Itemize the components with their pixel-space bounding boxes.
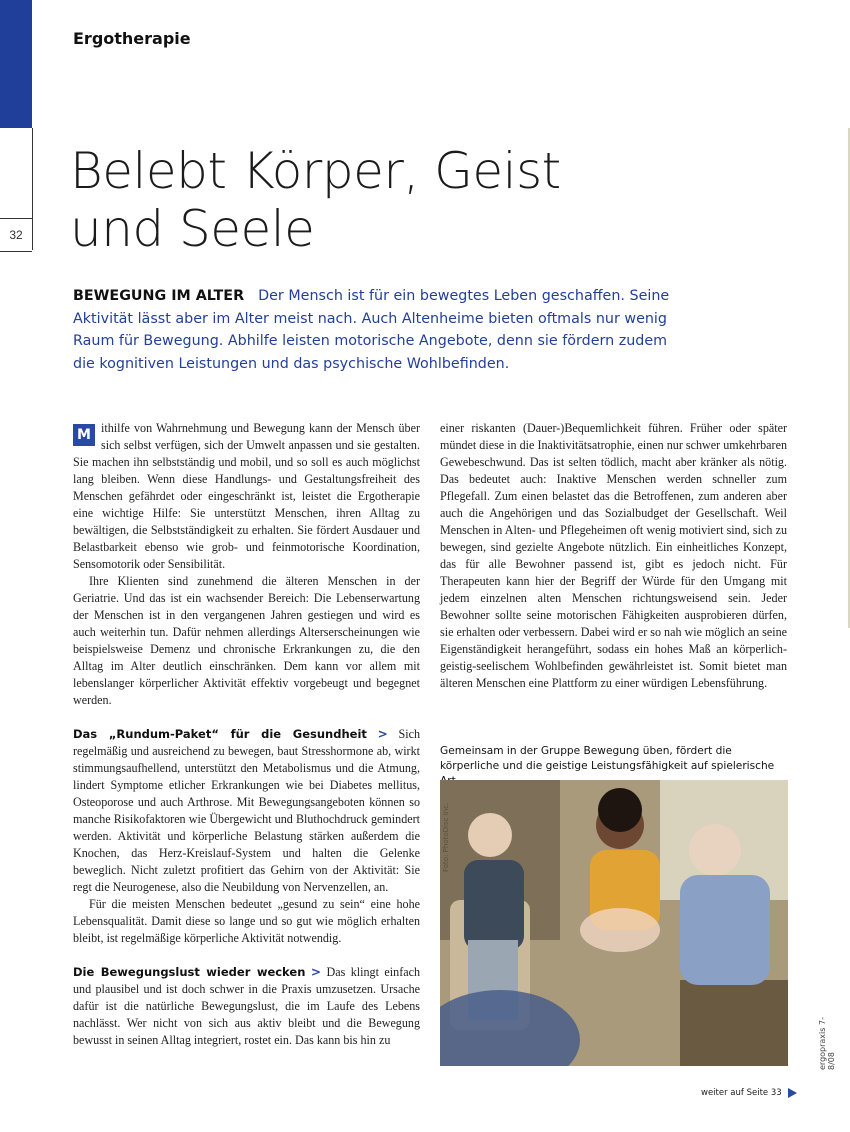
health-package-text: Sich regelmäßig und ausreichend zu bewegen, baut Stresshormone ab, wirkt stimmungsaufhellend, unterstützt den Metabolismus und die Atmung, lindert Symptome etlicher Erkrankungen wie bei Diabetes mellitus, Osteoporose und auch Arthrose. Mit Bewegungsangeboten können so manche Risikofaktoren wie Übergewicht und Bluthochdruck gemindert werden. Aktivität und körperliche Belastung stärken außerdem die Knochen, das Herz-Kreislauf-System und halten die Gelenke beweglich. Nicht zuletzt profitiert das Gehirn von der Aktivität: Sie regt die Neurogenese, also die Neubildung von Nervenzellen, an. — [73, 727, 420, 894]
title-line-2: und Seele — [70, 200, 315, 258]
subheading-health-package: Das „Rundum-Paket“ für die Gesundheit — [73, 727, 367, 741]
article-lead — [73, 285, 673, 375]
page-number: 32 — [0, 218, 32, 252]
body-column-2 — [440, 420, 787, 692]
dropcap: M — [73, 424, 95, 446]
section-label: Ergotherapie — [73, 29, 191, 48]
photo-caption: Gemeinsam in der Gruppe Bewegung üben, fördert die körperliche und die geistige Leistungsfähigkeit auf spielerische — [440, 745, 775, 772]
paragraph-health-package — [73, 726, 420, 896]
paragraph-quality-of-life: Für die meisten Menschen bedeutet „gesund zu sein“ eine hohe Lebensqualität. Damit diese so lange und so gut wie möglich erhalten bleibt, ist regelmäßige körperliche Aktivität notwendig. — [73, 897, 420, 945]
subhead-arrow-icon: > — [310, 965, 321, 979]
accent-bar — [0, 0, 32, 128]
lead-kicker: BEWEGUNG IM ALTER — [73, 288, 245, 304]
continued-text: weiter auf Seite 33 — [701, 1088, 782, 1098]
photo-credit: Foto: PhotoDisc Inc. — [442, 802, 450, 872]
paragraph-motivation — [73, 964, 420, 1049]
group-exercise-photo — [440, 780, 788, 1066]
continued-link[interactable] — [701, 1088, 797, 1098]
paragraph-geriatrics: Ihre Klienten sind zunehmend die älteren Menschen in der Geriatrie. Und das ist ein wachsender Bereich: Die Lebenserwartung der Menschen ist in den vergangenen Jahren gestiegen und wird es auch weiterhin tun. Dafür nehmen allerdings Alterserscheinungen wie beispielsweise Demenz und chronische Erkrankungen zu, die den Alltag im Alter deutlich einschränken. Dem kann vor allem mit lebenslanger körperlicher Aktivität effektiv vorgebeugt und begegnet werden. — [73, 574, 420, 707]
title-line-1: Belebt Körper, Geist — [70, 142, 561, 200]
subheading-motivation: Die Bewegungslust wieder wecken — [73, 965, 306, 979]
paragraph-intro — [73, 420, 420, 573]
lead-text: Der Mensch ist für ein bewegtes Leben geschaffen. Seine Aktivität lässt aber im Alter meist nach. Auch Altenheime bieten oftmals nur wenig Raum für Bewegung. Abhilfe leisten motorische Angebote, denn sie fördern zudem die kognitiven Leistungen und das psychische Wohlbefinden. — [73, 288, 670, 372]
paragraph-continued: einer riskanten (Dauer-)Bequemlichkeit führen. Früher oder später mündet diese in die Inaktivitätsatrophie, einen nur schwer umkehrbaren Gewebeschwund. Das ist selten tödlich, macht aber kränker als nötig. Das bedeutet auch: Inaktive Menschen werden schneller zum Pflegefall. Zum einen belastet das die Betroffenen, zum anderen aber auch die Angehörigen und das Sozialbudget der Gesellschaft. Weil Menschen in Alten- und Pflegeheimen oft wenig motiviert sind, sich zu bewegen, sind gezielte Angebote nützlich. Ein einheitliches Konzept, das für alle Bewohner passend ist, gibt es jedoch nicht. Für Therapeuten kann hier der Begriff der Würde für den Umgang mit jedem einzelnen alten Menschen richtungsweisend sein. Jeder Bewohner sollte seine motorischen Fähigkeiten ausprobieren dürfen, sie erhalten oder verbessern. Dabei wird er so nah wie möglich an seine Eigenständigkeit herangeführt, sodass ein hohes Maß an körperlich-geistig-seelischem Wohlbefinden gewährleistet ist. Somit bietet man älteren Menschen eine Plattform zu einer würdigen Lebensführung. — [440, 421, 787, 690]
subhead-arrow-icon: > — [377, 727, 388, 741]
motivation-text: Das klingt einfach und plausibel und ist doch schwer in die Praxis umzusetzen. Ursache dafür ist die natürliche Bewegungslust, die im Laufe des Lebens nachlässt. Wer nicht von sich aus aktiv bleibt und die Bewegung bewusst in seinen Alltag integriert, rostet ein. Das kann bis hin zu — [73, 965, 420, 1047]
article-title — [70, 142, 630, 258]
margin-rule — [32, 128, 33, 250]
journal-reference: ergopraxis 7-8/08 — [818, 1017, 836, 1070]
paragraph-intro-text: ithilfe von Wahrnehmung und Bewegung kann der Mensch über sich selbst verfügen, sich der Umwelt anpassen und sie gestalten. Sie machen ihn selbstständig und mobil, und so soll es auch möglichst lang bleiben. Wenn diese Handlungs- und Gestaltungsfreiheit des Menschen gefährdet oder eingeschränkt ist, leistet die Ergotherapie eine wichtige Hilfe: Sie unterstützt Menschen, ihren Alltag zu bewältigen, die Selbstständigkeit zu erhalten. Sie fördert Ausdauer und Belastbarkeit ebenso wie grob- und feinmotorische Koordination, Sensomotorik oder Sensibilität. — [73, 421, 420, 571]
play-arrow-icon — [788, 1088, 797, 1098]
body-column-1 — [73, 420, 420, 1049]
